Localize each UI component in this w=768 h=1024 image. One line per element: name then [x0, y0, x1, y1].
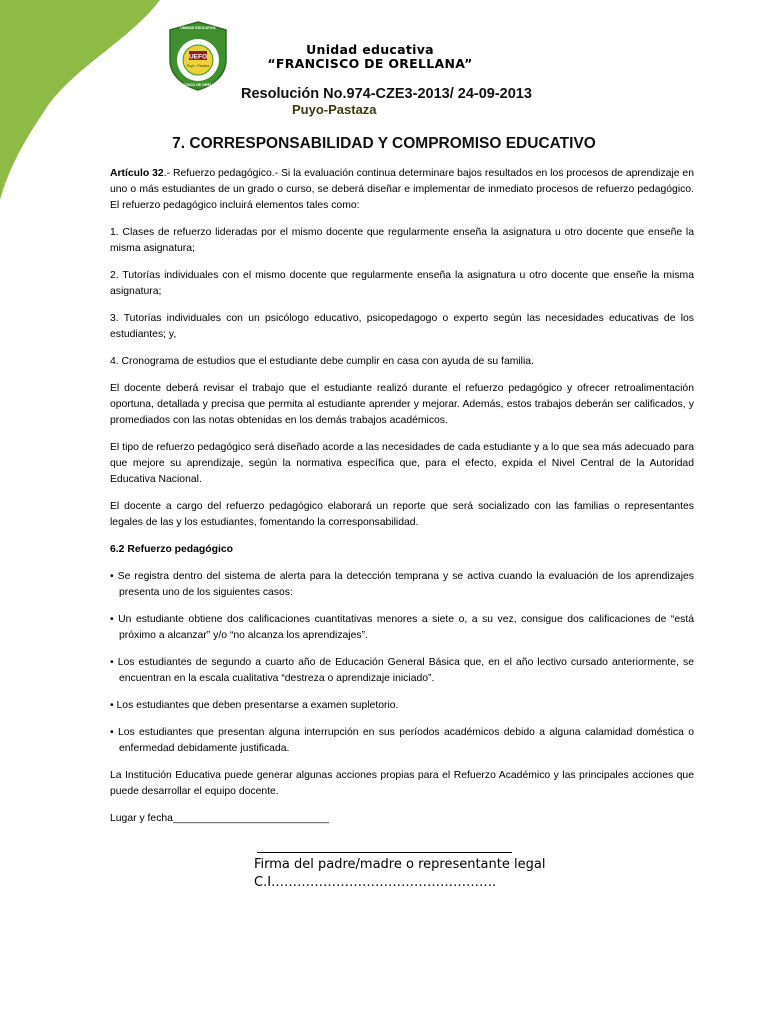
list-item: 1. Clases de refuerzo lideradas por el mismo docente que regularmente enseña la asignatura u otro docente que enseñe la misma asignatura;: [110, 227, 694, 254]
list-item: 3. Tutorías individuales con un psicólogo educativo, psicopedagogo o experto según las necesidades educativas de los estudiantes; y,: [110, 313, 694, 340]
list-item: 4. Cronograma de estudios que el estudiante debe cumplir en casa con ayuda de su familia.: [110, 356, 534, 367]
paragraph: El tipo de refuerzo pedagógico será diseñado acorde a las necesidades de cada estudiante y a lo que sea más adecuado para que mejore su aprendizaje, según la normativa específica que, para el efecto, expida el Nivel Central de la Autoridad Educativa Nacional.: [110, 442, 694, 485]
bullet-item: • Los estudiantes de segundo a cuarto año de Educación General Básica que, en el año lectivo cursado anteriormente, se encuentran en la escala cualitativa “destreza o aprendizaje iniciado”.: [110, 657, 694, 684]
location: Puyo-Pastaza: [292, 102, 377, 117]
id-number-line: C.I…………………………………………….: [254, 875, 497, 890]
logo-text-sub: Puyo - Pastaza: [186, 64, 210, 68]
paragraph: El docente deberá revisar el trabajo que el estudiante realizó durante el refuerzo pedagógico y ofrecer retroalimentación oportuna, detallada y precisa que permita al estudiante aprender y mejorar. Además, estos trabajos deberán ser calificados, y promediados con las notas obtenidas en los demás trabajos académicos.: [110, 383, 694, 426]
signature-line: [257, 852, 512, 853]
logo-text-ring: FRANCISCO DE ORELLANA: [173, 83, 223, 87]
signature-label: Firma del padre/madre o representante legal: [254, 857, 546, 872]
subsection-heading: [110, 542, 694, 558]
paragraph: El docente a cargo del refuerzo pedagógico elaborará un reporte que será socializado con las familias o representantes legales de las y los estudiantes, fomentando la corresponsabilidad.: [110, 501, 694, 528]
page-title: 7. CORRESPONSABILIDAD Y COMPROMISO EDUCATIVO: [172, 135, 596, 152]
logo-text-center: UEFO: [188, 53, 208, 61]
resolution: Resolución No.974-CZE3-2013/ 24-09-2013: [241, 86, 532, 102]
document-body: [110, 166, 694, 838]
school-logo: [162, 20, 234, 92]
subsection-label: 6.2 Refuerzo pedagógico: [110, 544, 233, 555]
bullet-item: • Los estudiantes que deben presentarse a examen supletorio.: [110, 700, 399, 711]
school-name-line1: Unidad educativa: [306, 42, 434, 57]
list-item: 2. Tutorías individuales con el mismo docente que regularmente enseña la asignatura u otro docente que enseñe la misma asignatura;: [110, 270, 694, 297]
article-text: .- Refuerzo pedagógico.- Si la evaluación continua determinare bajos resultados en los procesos de aprendizaje en uno o más estudiantes de un grado o curso, se deberá diseñar e implementar de inmediato procesos de refuerzo pedagógico. El refuerzo pedagógico incluirá elementos tales como:: [110, 168, 694, 211]
article-label: Artículo 32: [110, 168, 164, 179]
closing-paragraph: La Institución Educativa puede generar algunas acciones propias para el Refuerzo Académico y las principales acciones que puede desarrollar el equipo docente.: [110, 770, 694, 797]
logo-text-top: UNIDAD EDUCATIVA: [180, 26, 216, 30]
bullet-item: • Se registra dentro del sistema de alerta para la detección temprana y se activa cuando la evaluación de los aprendizajes presenta uno de los siguientes casos:: [110, 571, 694, 598]
bullet-item: • Los estudiantes que presentan alguna interrupción en sus períodos académicos debido a alguna calamidad doméstica o enfermedad debidamente justificada.: [110, 727, 694, 754]
bullet-item: • Un estudiante obtiene dos calificaciones cuantitativas menores a siete o, a su vez, consigue dos calificaciones de “está próximo a alcanzar” y/o “no alcanza los aprendizajes”.: [110, 614, 694, 641]
place-date-line: Lugar y fecha___________________________: [110, 813, 329, 824]
article-paragraph: [110, 166, 694, 214]
school-name-line2: “FRANCISCO DE ORELLANA”: [267, 56, 473, 71]
